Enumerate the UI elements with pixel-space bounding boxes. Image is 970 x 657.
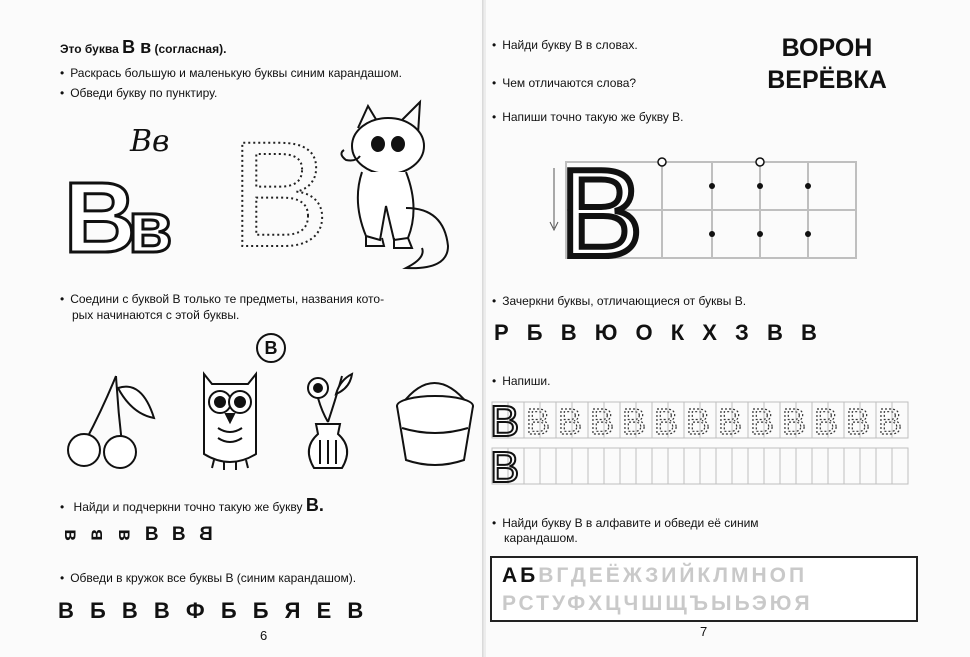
dotted-guide-letter[interactable]: В [686, 401, 711, 442]
task-strike: • Зачеркни буквы, отличающиеся от буквы В. [492, 294, 746, 308]
rotated-letter[interactable]: В [144, 524, 159, 545]
rotated-letter[interactable]: в [113, 529, 135, 541]
task-alphabet-1: • Найди букву В в алфавите и обведи её синим [492, 516, 759, 530]
dotted-letter-glyph: В [230, 124, 330, 254]
dotted-guide-letter[interactable]: В [814, 401, 839, 442]
intro-suffix: (согласная). [154, 42, 227, 56]
wolf-cub-illustration [336, 98, 456, 273]
alphabet-faded-letters-1[interactable]: ВГДЕЁЖЗИЙКЛМНОП [538, 564, 808, 587]
alphabet-row-2[interactable]: РСТУФХЦЧШЩЪЫЬЭЮЯ [502, 592, 813, 615]
task-trace: • Обведи букву по пунктиру. [60, 86, 217, 100]
dotted-guide-letter[interactable]: В [622, 401, 647, 442]
rotated-letter[interactable]: в [85, 529, 107, 541]
rotated-letters-row [59, 524, 213, 546]
task-diff: • Чем отличаются слова? [492, 76, 636, 90]
circle-letters-row[interactable]: В Б В В Ф Б Б Я Е В [58, 598, 366, 623]
dotted-guide-letter[interactable]: В [878, 401, 903, 442]
bucket-illustration[interactable] [390, 368, 480, 468]
task-circle: • Обведи в кружок все буквы В (синим карандашом). [60, 571, 356, 585]
page-number-right: 7 [700, 624, 708, 639]
word-verevka: ВЕРЁВКА [767, 66, 887, 94]
task-underline [60, 495, 324, 515]
dotted-guide-letter[interactable]: В [846, 401, 871, 442]
dotted-guide-letter[interactable]: В [782, 401, 807, 442]
words-block [762, 32, 892, 96]
alphabet-row-1 [502, 564, 807, 588]
rotated-letter[interactable]: В [171, 524, 186, 545]
alphabet-known-letters: АБ [502, 564, 539, 587]
task-connect-2: рых начинаются с этой буквы. [72, 308, 240, 322]
intro-prefix: Это буква [60, 42, 119, 56]
copy-rows[interactable] [488, 398, 912, 488]
left-page [0, 0, 484, 657]
dotted-guide-letter[interactable]: В [558, 401, 583, 442]
dotted-guide-letter[interactable]: В [590, 401, 615, 442]
task-write: • Напиши. [492, 374, 550, 388]
dotted-letter [230, 124, 330, 254]
task-write-same: • Напиши точно такую же букву В. [492, 110, 684, 124]
right-page [486, 0, 970, 657]
rotated-letter[interactable]: В [198, 524, 213, 545]
dotted-guide-letter[interactable]: В [654, 401, 679, 442]
strike-letters-row[interactable]: Р Б В Ю О К Х З В В [494, 320, 819, 345]
dotted-guide-letter[interactable]: В [718, 401, 743, 442]
owl-illustration[interactable] [190, 366, 270, 472]
task-color: • Раскрась большую и маленькую буквы синим карандашом. [60, 66, 402, 80]
page-number-left: 6 [260, 628, 268, 643]
outline-letters [62, 168, 186, 258]
task-underline-text: Найди и подчеркни точно такую же букву [73, 500, 303, 514]
task-find-words: • Найди букву В в словах. [492, 38, 638, 52]
rotated-letter[interactable]: в [59, 529, 81, 541]
cherries-illustration[interactable] [62, 370, 162, 470]
circled-letter-target[interactable]: В [256, 333, 286, 363]
copy-row-1-letter: В [490, 398, 520, 446]
script-letters: Вв [130, 124, 170, 159]
grid-letter: В [560, 148, 643, 264]
task-alphabet-2: карандашом. [504, 531, 578, 545]
vase-illustration[interactable] [296, 368, 362, 472]
intro-letters: В в [122, 37, 152, 57]
outline-big-letter: В [64, 168, 137, 258]
task-connect-1: • Соедини с буквой В только те предметы, названия кото- [60, 292, 384, 306]
task-underline-letter: В. [305, 495, 324, 515]
dotted-guide-letter[interactable]: В [526, 401, 551, 442]
dotted-guide-letter[interactable]: В [750, 401, 775, 442]
outline-small-letter: в [128, 188, 173, 258]
copy-row-2-letter: В [490, 443, 520, 488]
word-voron: ВОРОН [781, 34, 873, 62]
letter-writing-grid[interactable] [546, 148, 866, 264]
intro-line [60, 37, 227, 57]
alphabet-box [490, 556, 918, 622]
